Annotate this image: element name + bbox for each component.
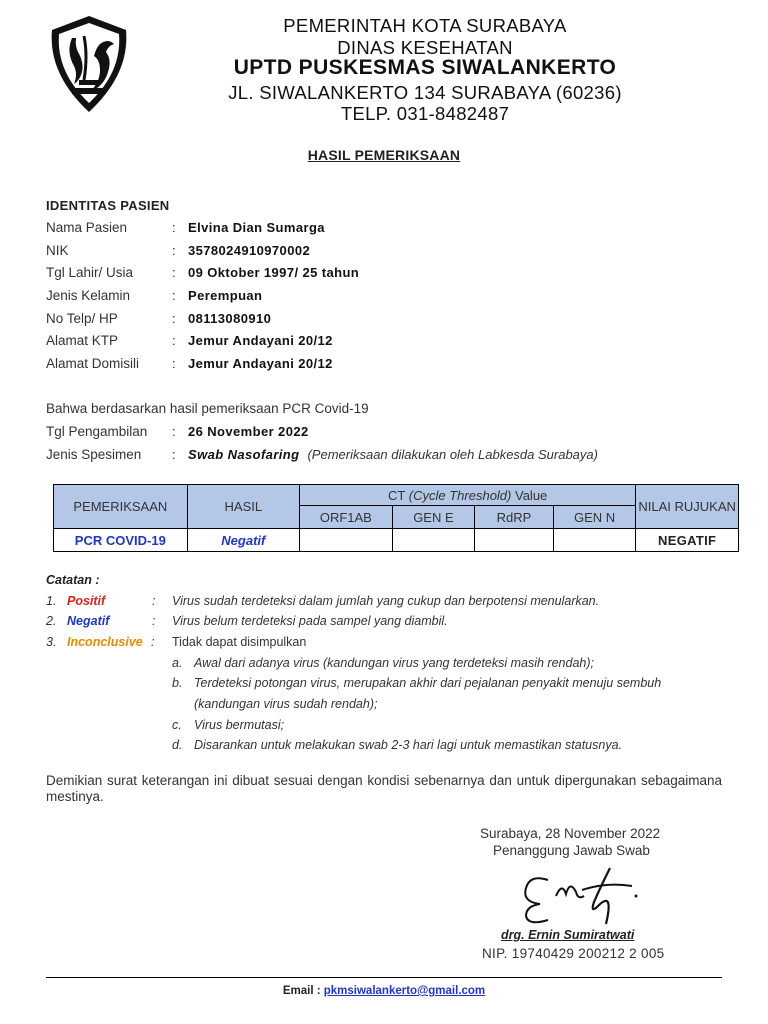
specimen-value xyxy=(188,447,598,462)
patient-name-value: Elvina Dian Sumarga xyxy=(188,220,325,235)
exam-intro: Bahwa berdasarkan hasil pemeriksaan PCR Covid-19 xyxy=(46,401,369,416)
ct-prefix: CT xyxy=(388,487,406,503)
col-header-genn: GEN N xyxy=(553,506,636,529)
note-number: 3. xyxy=(46,635,57,649)
surabaya-emblem-logo xyxy=(46,14,132,114)
note-label-inconclusive: Inconclusive xyxy=(67,635,143,649)
cell-reference: NEGATIF xyxy=(636,529,739,552)
subnote-letter: d. xyxy=(172,738,183,752)
subnote-text-continued: (kandungan virus sudah rendah); xyxy=(194,697,378,711)
cell-orf1ab xyxy=(300,529,393,552)
patient-name-label: Nama Pasien xyxy=(46,220,128,235)
col-header-orf1ab: ORF1AB xyxy=(300,506,393,529)
notes-title: Catatan : xyxy=(46,573,100,587)
subnote-letter: a. xyxy=(172,656,183,670)
col-header-result: HASIL xyxy=(187,485,299,529)
gender-label: Jenis Kelamin xyxy=(46,288,131,303)
cell-result: Negatif xyxy=(187,529,299,552)
note-number: 1. xyxy=(46,594,57,608)
colon: : xyxy=(152,594,156,608)
nik-value: 3578024910970002 xyxy=(188,243,311,258)
subnote-text: Awal dari adanya virus (kandungan virus yang terdeteksi masih rendah); xyxy=(194,656,594,670)
subnote-letter: c. xyxy=(172,718,182,732)
domicile-address-label: Alamat Domisili xyxy=(46,356,140,371)
ktp-address-label: Alamat KTP xyxy=(46,333,119,348)
phone-label: No Telp/ HP xyxy=(46,311,118,326)
subnote-text: Virus bermutasi; xyxy=(194,718,285,732)
col-header-exam: PEMERIKSAAN xyxy=(54,485,188,529)
note-label-positive: Positif xyxy=(67,594,106,608)
colon: : xyxy=(172,333,176,348)
table-row xyxy=(54,529,739,552)
col-header-reference: NILAI RUJUKAN xyxy=(636,485,739,529)
handwritten-signature xyxy=(512,862,652,926)
signature-place-date: Surabaya, 28 November 2022 xyxy=(480,826,661,841)
birthdate-value: 09 Oktober 1997/ 25 tahun xyxy=(188,265,360,280)
subnote-letter: b. xyxy=(172,676,183,690)
note-text-positive: Virus sudah terdeteksi dalam jumlah yang cukup dan berpotensi menularkan. xyxy=(172,594,600,608)
colon: : xyxy=(172,356,176,371)
sampling-date-label: Tgl Pengambilan xyxy=(46,424,148,439)
colon: : xyxy=(172,311,176,326)
colon: : xyxy=(172,447,176,462)
gender-value: Perempuan xyxy=(188,288,263,303)
signature-role: Penanggung Jawab Swab xyxy=(493,843,650,858)
header-department: DINAS KESEHATAN xyxy=(337,37,513,58)
note-text-negative: Virus belum terdeteksi pada sampel yang diambil. xyxy=(172,614,448,628)
colon: : xyxy=(172,220,176,235)
identity-section-title: IDENTITAS PASIEN xyxy=(46,198,170,213)
header-phone: TELP. 031-8482487 xyxy=(340,103,510,124)
note-text-inconclusive: Tidak dapat disimpulkan xyxy=(172,635,307,649)
note-number: 2. xyxy=(46,614,57,628)
ct-suffix: Value xyxy=(515,487,548,503)
cell-rdrp xyxy=(475,529,554,552)
subnote-text: Disarankan untuk melakukan swab 2-3 hari lagi untuk memastikan statusnya. xyxy=(194,738,622,752)
colon: : xyxy=(152,614,156,628)
colon: : xyxy=(172,424,176,439)
specimen-note: (Pemeriksaan dilakukan oleh Labkesda Surabaya) xyxy=(307,447,598,462)
footer-email xyxy=(0,985,768,997)
birthdate-label: Tgl Lahir/ Usia xyxy=(46,265,134,280)
header-government: PEMERINTAH KOTA SURABAYA xyxy=(283,15,567,36)
col-header-rdrp: RdRP xyxy=(475,506,554,529)
cell-gene xyxy=(392,529,475,552)
nik-label: NIK xyxy=(46,243,69,258)
colon: : xyxy=(151,635,155,649)
header-address: JL. SIWALANKERTO 134 SURABAYA (60236) xyxy=(228,82,622,103)
domicile-address-value: Jemur Andayani 20/12 xyxy=(188,356,333,371)
phone-value: 08113080910 xyxy=(188,311,272,326)
ktp-address-value: Jemur Andayani 20/12 xyxy=(188,333,333,348)
colon: : xyxy=(172,288,176,303)
footer-email-label: Email : xyxy=(282,985,321,997)
signatory-nip: NIP. 19740429 200212 2 005 xyxy=(482,946,665,961)
closing-paragraph: Demikian surat keterangan ini dibuat sesuai dengan kondisi sebenarnya dan untuk dipergunakan sebagaimana mestinya. xyxy=(46,773,722,804)
ct-italic: (Cycle Threshold) xyxy=(408,487,512,503)
footer-divider xyxy=(46,977,722,978)
header-clinic-name: UPTD PUSKESMAS SIWALANKERTO xyxy=(233,56,617,79)
col-header-ct xyxy=(300,485,636,506)
cell-exam: PCR COVID-19 xyxy=(54,529,188,552)
specimen-label: Jenis Spesimen xyxy=(46,447,142,462)
colon: : xyxy=(172,265,176,280)
note-label-negative: Negatif xyxy=(67,614,110,628)
cell-genn xyxy=(553,529,636,552)
document-title: HASIL PEMERIKSAAN xyxy=(307,147,461,163)
colon: : xyxy=(172,243,176,258)
signatory-name: drg. Ernin Sumiratwati xyxy=(501,928,635,942)
sampling-date-value: 26 November 2022 xyxy=(188,424,309,439)
results-table xyxy=(53,484,739,552)
subnote-text: Terdeteksi potongan virus, merupakan akhir dari pejalanan penyakit menuju sembuh xyxy=(194,676,662,690)
email-link[interactable]: pkmsiwalankerto@gmail.com xyxy=(323,985,486,997)
specimen-type: Swab Nasofaring xyxy=(188,447,300,462)
col-header-gene: GEN E xyxy=(392,506,475,529)
